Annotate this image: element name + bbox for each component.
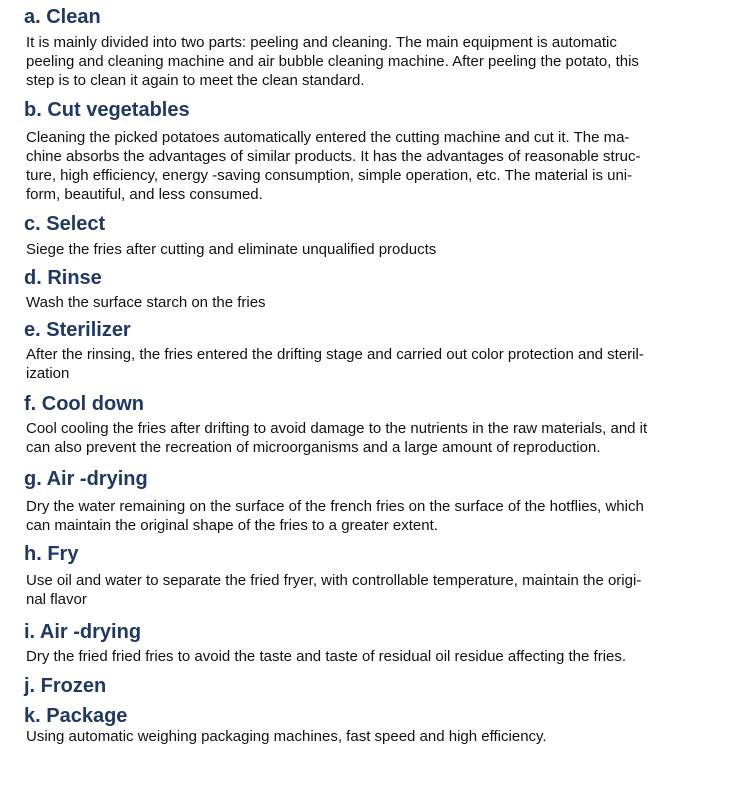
step-description — [26, 727, 726, 746]
description-line: ture, high efficiency, energy -saving consumption, simple operation, etc. The material is uni- — [26, 167, 633, 184]
step-description — [26, 240, 726, 259]
description-line: Using automatic weighing packaging machines, fast speed and high efficiency. — [26, 728, 547, 745]
step-heading: e. Sterilizer — [24, 319, 131, 341]
description-line: ization — [26, 365, 70, 382]
step-description — [26, 571, 726, 609]
step-heading: h. Fry — [24, 543, 79, 565]
description-line: Dry the fried fried fries to avoid the taste and taste of residual oil residue affecting the fries. — [26, 648, 627, 665]
step-description — [26, 33, 726, 90]
step-description — [26, 419, 726, 457]
step-heading: d. Rinse — [24, 267, 102, 289]
description-line: Cleaning the picked potatoes automatically entered the cutting machine and cut it. The ma- — [26, 129, 630, 146]
description-line: chine absorbs the advantages of similar products. It has the advantages of reasonable struc- — [26, 148, 641, 165]
step-description — [26, 293, 726, 312]
description-line: Siege the fries after cutting and eliminate unqualified products — [26, 241, 437, 258]
description-line: step is to clean it again to meet the clean standard. — [26, 72, 365, 89]
step-heading: g. Air -drying — [24, 468, 148, 490]
step-heading: b. Cut vegetables — [24, 99, 190, 121]
step-heading: c. Select — [24, 213, 106, 235]
step-heading: i. Air -drying — [24, 621, 142, 643]
description-line: can also prevent the recreation of microorganisms and a large amount of reproduction. — [26, 439, 601, 456]
step-description — [26, 128, 726, 204]
step-heading: j. Frozen — [24, 675, 107, 697]
description-line: nal flavor — [26, 591, 87, 608]
step-heading: a. Clean — [24, 6, 101, 28]
description-line: It is mainly divided into two parts: peeling and cleaning. The main equipment is automatic — [26, 34, 617, 51]
description-line: can maintain the original shape of the fries to a greater extent. — [26, 517, 438, 534]
description-line: After the rinsing, the fries entered the drifting stage and carried out color protection and steril- — [26, 346, 644, 363]
description-line: Dry the water remaining on the surface of the french fries on the surface of the hotflies, which — [26, 498, 644, 515]
step-description — [26, 345, 726, 383]
description-line: Wash the surface starch on the fries — [26, 294, 266, 311]
description-line: peeling and cleaning machine and air bubble cleaning machine. After peeling the potato, this — [26, 53, 639, 70]
description-line: Cool cooling the fries after drifting to avoid damage to the nutrients in the raw materials, and it — [26, 420, 648, 437]
step-heading: f. Cool down — [24, 393, 144, 415]
step-description — [26, 647, 726, 666]
description-line: Use oil and water to separate the fried fryer, with controllable temperature, maintain the origi- — [26, 572, 642, 589]
step-heading: k. Package — [24, 705, 128, 727]
description-line: form, beautiful, and less consumed. — [26, 186, 263, 203]
step-description — [26, 497, 726, 535]
